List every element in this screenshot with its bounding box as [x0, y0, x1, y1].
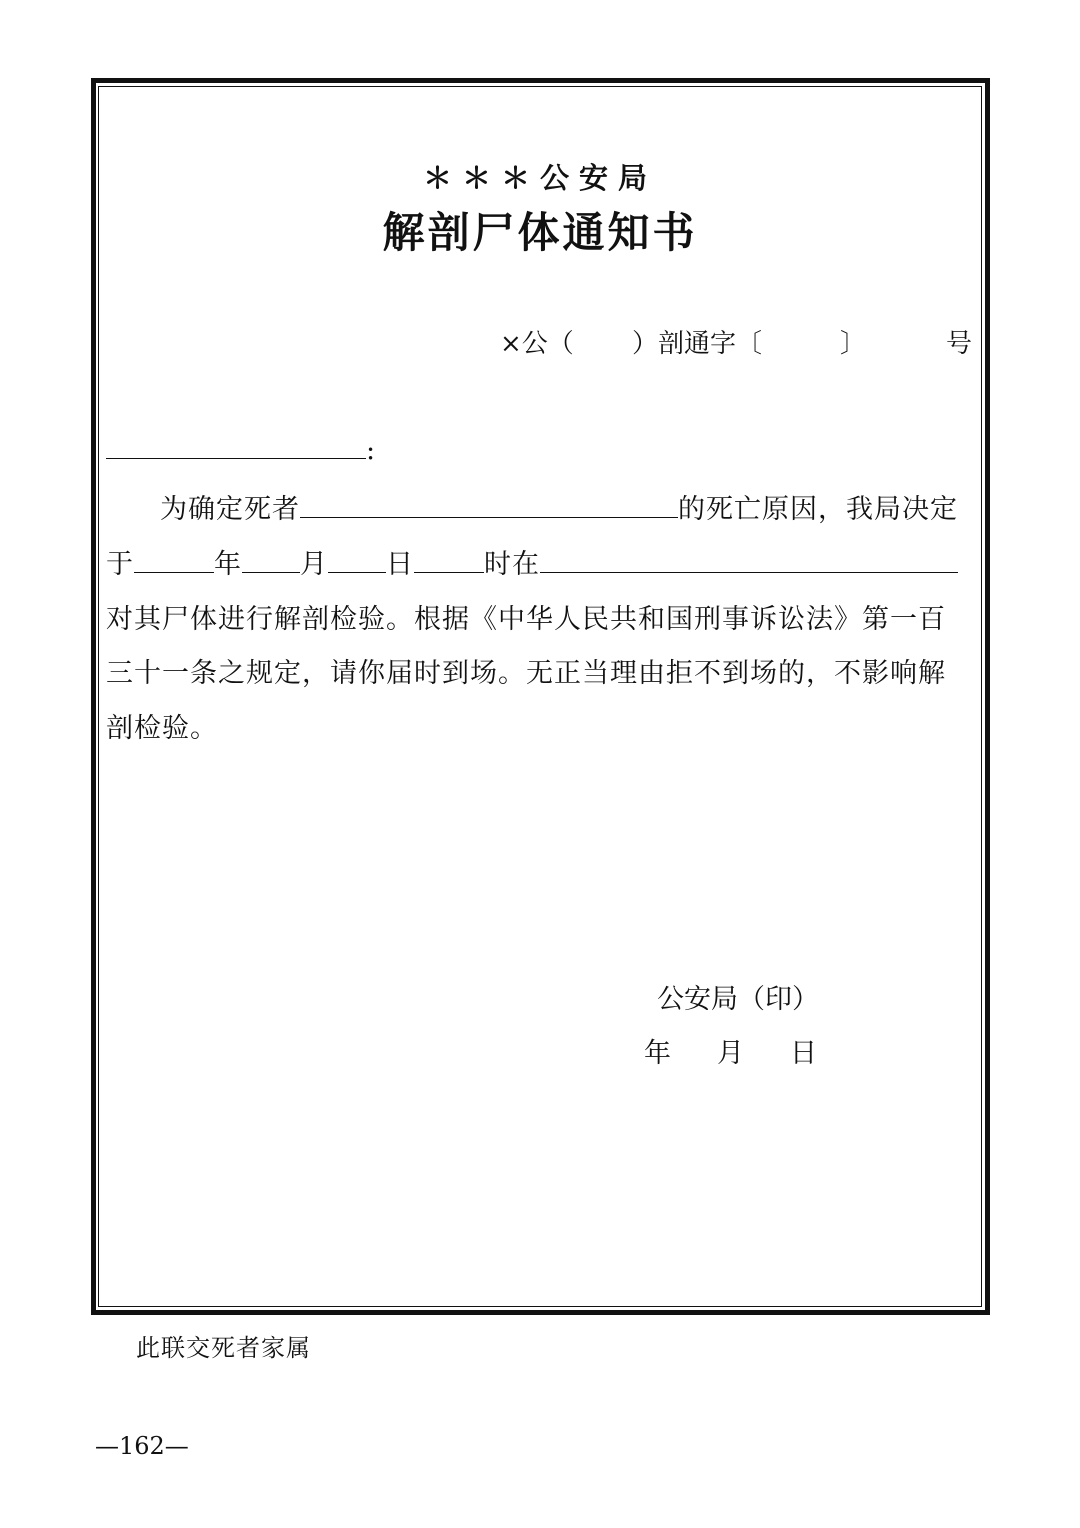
sign-day: 日	[790, 1038, 817, 1069]
addressee-colon: :	[366, 435, 376, 466]
body-day-label: 日	[386, 549, 414, 580]
doc-number-close: 〕	[840, 329, 867, 359]
body-line-3: 对其尸体进行解剖检验。根据《中华人民共和国刑事诉讼法》第一百	[106, 604, 946, 635]
location-blank[interactable]	[540, 546, 958, 573]
body-text-2a: 于	[106, 549, 134, 580]
form-inner-border	[98, 86, 982, 1307]
body-text-1b: 的死亡原因，我局决定	[678, 494, 958, 525]
document-title: 解剖尸体通知书	[382, 208, 698, 257]
addressee-line	[106, 432, 375, 466]
doc-number-mid: ）剖通字〔	[632, 329, 763, 359]
deceased-name-blank[interactable]	[300, 491, 678, 518]
sign-year: 年	[644, 1038, 671, 1069]
addressee-blank[interactable]	[106, 432, 366, 459]
body-month-label: 月	[300, 549, 328, 580]
body-hour-label: 时在	[484, 549, 540, 580]
doc-number-suffix: 号	[946, 329, 973, 359]
hour-blank[interactable]	[414, 546, 484, 573]
day-blank[interactable]	[328, 546, 386, 573]
agency-seal-label: 公安局（印）	[657, 984, 819, 1015]
issuing-agency: ＊＊＊公安局	[422, 161, 657, 195]
body-text-1a: 为确定死者	[160, 494, 300, 525]
year-blank[interactable]	[134, 546, 214, 573]
body-line-1	[160, 487, 958, 526]
body-line-4: 三十一条之规定，请你届时到场。无正当理由拒不到场的，不影响解	[106, 658, 946, 689]
body-line-2	[106, 542, 958, 581]
body-line-5: 剖检验。	[106, 713, 218, 744]
copy-note: 此联交死者家属	[136, 1334, 311, 1362]
month-blank[interactable]	[242, 546, 300, 573]
page-number: —162—	[95, 1432, 189, 1460]
body-year-label: 年	[214, 549, 242, 580]
sign-month: 月	[717, 1038, 744, 1069]
document-number	[500, 323, 975, 359]
doc-number-prefix: ×公（	[500, 329, 574, 359]
